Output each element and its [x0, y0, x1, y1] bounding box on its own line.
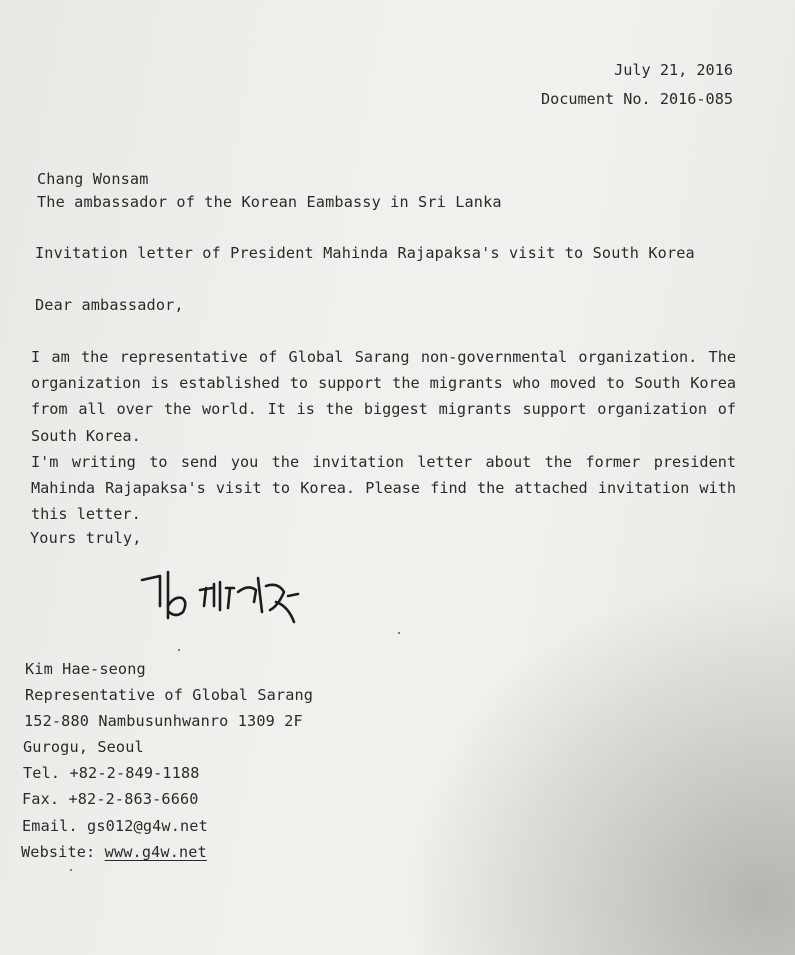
letter-body	[31, 344, 736, 527]
body-paragraph-2: I'm writing to send you the invitation letter about the former president Mahinda Rajapaksa's visit to Korea. Please find the attached invitation with this letter.	[31, 452, 736, 524]
website-link[interactable]: www.g4w.net	[104, 843, 207, 861]
recipient-name: Chang Wonsam	[37, 170, 149, 188]
handwritten-signature	[138, 566, 318, 636]
salutation: Dear ambassador,	[35, 296, 184, 314]
sender-title: Representative of Global Sarang	[25, 686, 314, 704]
document-number: Document No. 2016-085	[540, 90, 733, 108]
sender-address-line2: Gurogu, Seoul	[23, 738, 144, 756]
sender-website	[21, 845, 207, 860]
paper-speck	[178, 649, 180, 651]
sender-tel: Tel. +82-2-849-1188	[23, 764, 200, 782]
letter-subject: Invitation letter of President Mahinda Rajapaksa's visit to South Korea	[35, 244, 695, 262]
sender-address-line1: 152-880 Nambusunhwanro 1309 2F	[24, 712, 303, 730]
website-label: Website:	[21, 843, 96, 861]
sender-fax: Fax. +82-2-863-6660	[22, 790, 199, 808]
body-paragraph-1: I am the representative of Global Sarang non-governmental organization. The organization is established to support the migrants who moved to South Korea from all over the world. It is the biggest migrants support organization of South Korea.	[31, 348, 736, 445]
letter-header	[541, 56, 733, 114]
closing: Yours truly,	[30, 529, 142, 547]
sender-email: Email. gs012@g4w.net	[22, 817, 208, 835]
sender-name: Kim Hae-seong	[25, 660, 146, 678]
letter-date: July 21, 2016	[614, 61, 733, 79]
recipient-title: The ambassador of the Korean Eambassy in Sri Lanka	[37, 193, 502, 211]
paper-speck	[398, 632, 400, 634]
paper-speck	[70, 869, 72, 871]
